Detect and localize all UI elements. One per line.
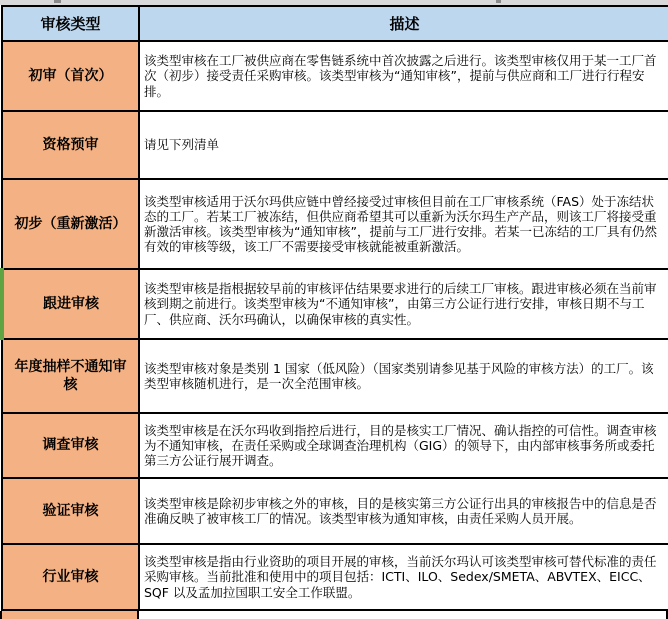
audit-desc-cell[interactable]: 该类型审核是指根据较早前的审核评估结果要求进行的后续工厂审核。跟进审核必须在当前审核到期之前进行。该类型审核为“不通知审核”，由第三方公证行进行安排，审核日期不与工厂、供应商、沃尔玛确认，以确保审核的真实性。 — [139, 269, 668, 339]
audit-type-cell-selected[interactable]: 跟进审核 — [2, 269, 139, 339]
table-row — [2, 339, 668, 413]
audit-type-cell[interactable]: 验证审核 — [2, 478, 139, 544]
audit-desc-cell[interactable]: 请见下列清单 — [139, 111, 668, 179]
audit-desc-cell[interactable]: 该类型审核适用于沃尔玛供应链中曾经接受过审核但目前在工厂审核系统（FAS）处于冻结状态的工厂。若某工厂被冻结，但供应商希望其可以重新为沃尔玛生产产品，则该工厂将接受重新激活审核。该类型审核为“通知审核”，提前与工厂进行安排。若某一已冻结的工厂具有仍然有效的审核等级，该工厂不需要接受审核就能被重新激活。 — [139, 179, 668, 269]
audit-type-cell[interactable]: 年度抽样不通知审核 — [2, 339, 139, 413]
clipped-row-below — [0, 611, 668, 619]
clipped-type-cell — [2, 611, 139, 619]
audit-type-cell[interactable]: 初审（首次） — [2, 41, 139, 111]
audit-desc-cell[interactable]: 该类型审核对象是类别 1 国家（低风险）（国家类别请参见基于风险的审核方法）的工厂。该类型审核随机进行，是一次全范围审核。 — [139, 339, 668, 413]
audit-desc-cell[interactable]: 该类型审核在工厂被供应商在零售链系统中首次披露之后进行。该类型审核仅用于某一工厂首次（初步）接受责任采购审核。该类型审核为“通知审核”，提前与供应商和工厂进行行程安排。 — [139, 41, 668, 111]
column-header-audit-type[interactable]: 审核类型 — [2, 6, 139, 41]
table-header-row — [2, 6, 668, 41]
clipped-text-artifact — [496, 0, 501, 3]
audit-type-cell[interactable]: 调查审核 — [2, 413, 139, 478]
audit-type-table — [0, 5, 668, 611]
clipped-row-above — [0, 0, 668, 5]
column-header-description[interactable]: 描述 — [139, 6, 668, 41]
table-row — [2, 111, 668, 179]
audit-type-cell[interactable]: 行业审核 — [2, 544, 139, 610]
audit-desc-cell[interactable]: 该类型审核是除初步审核之外的审核，目的是核实第三方公证行出具的审核报告中的信息是否准确反映了被审核工厂的情况。该类型审核为通知审核，由责任采购人员开展。 — [139, 478, 668, 544]
table-row — [2, 478, 668, 544]
table-row — [2, 41, 668, 111]
audit-type-cell[interactable]: 初步（重新激活） — [2, 179, 139, 269]
clipped-desc-cell — [139, 611, 666, 619]
table-row-selected — [2, 269, 668, 339]
table-row — [2, 413, 668, 478]
audit-type-cell[interactable]: 资格预审 — [2, 111, 139, 179]
table-row — [2, 544, 668, 610]
table-row — [2, 179, 668, 269]
audit-desc-cell[interactable]: 该类型审核是指由行业资助的项目开展的审核，当前沃尔玛认可该类型审核可替代标准的责任采购审核。当前批准和使用中的项目包括：ICTI、ILO、Sedex/SMETA、ABVTEX、EICC、SQF 以及孟加拉国职工安全工作联盟。 — [139, 544, 668, 610]
clipped-text-artifact — [54, 0, 61, 3]
audit-desc-cell[interactable]: 该类型审核是在沃尔玛收到指控后进行，目的是核实工厂情况、确认指控的可信性。调查审核为不通知审核，在责任采购或全球调查治理机构（GIG）的领导下，由内部审核事务所或委托第三方公证行展开调查。 — [139, 413, 668, 478]
